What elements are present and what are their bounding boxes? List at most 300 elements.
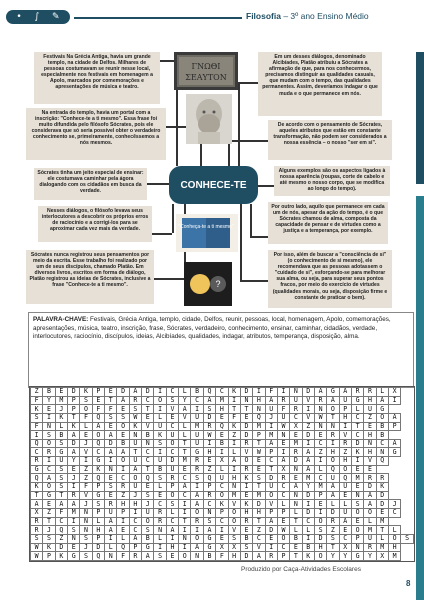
word-search-cell[interactable]: B: [43, 388, 55, 397]
word-search-cell[interactable]: Z: [339, 448, 351, 457]
word-search-cell[interactable]: N: [228, 483, 240, 492]
word-search-cell[interactable]: R: [240, 517, 252, 526]
word-search-cell[interactable]: N: [253, 405, 265, 414]
word-search-cell[interactable]: B: [376, 431, 388, 440]
word-search-cell[interactable]: V: [179, 413, 191, 422]
word-search-cell[interactable]: Q: [253, 413, 265, 422]
word-search-cell[interactable]: C: [277, 483, 289, 492]
word-search-cell[interactable]: L: [154, 483, 166, 492]
word-search-cell[interactable]: N: [68, 534, 80, 543]
word-search-cell[interactable]: G: [55, 448, 67, 457]
word-search-cell[interactable]: A: [265, 396, 277, 405]
word-search-cell[interactable]: G: [327, 388, 339, 397]
word-search-cell[interactable]: S: [117, 413, 129, 422]
word-search-cell[interactable]: C: [179, 474, 191, 483]
word-search-cell[interactable]: R: [351, 388, 363, 397]
word-search-cell[interactable]: S: [314, 526, 326, 535]
word-search-cell[interactable]: C: [388, 508, 400, 517]
word-search-cell[interactable]: S: [203, 405, 215, 414]
word-search-cell[interactable]: J: [80, 543, 92, 552]
word-search-cell[interactable]: N: [179, 534, 191, 543]
word-search-cell[interactable]: U: [105, 508, 117, 517]
word-search-cell[interactable]: A: [179, 483, 191, 492]
word-search-cell[interactable]: S: [166, 396, 178, 405]
word-search-cell[interactable]: C: [166, 517, 178, 526]
word-search-cell[interactable]: C: [277, 543, 289, 552]
word-search-cell[interactable]: I: [43, 457, 55, 466]
word-search-cell[interactable]: L: [351, 405, 363, 414]
word-search-cell[interactable]: L: [388, 526, 400, 535]
word-search-cell[interactable]: M: [55, 396, 67, 405]
word-search-cell[interactable]: I: [43, 413, 55, 422]
word-search-cell[interactable]: P: [92, 534, 104, 543]
word-search-cell[interactable]: U: [277, 413, 289, 422]
word-search-cell[interactable]: M: [228, 491, 240, 500]
word-search-cell[interactable]: N: [290, 465, 302, 474]
word-search-cell[interactable]: N: [129, 431, 141, 440]
word-search-cell[interactable]: C: [351, 413, 363, 422]
word-search-cell[interactable]: C: [253, 534, 265, 543]
word-search-cell[interactable]: P: [277, 552, 289, 561]
word-search-cell[interactable]: I: [179, 500, 191, 509]
word-search-cell[interactable]: P: [129, 543, 141, 552]
word-search-cell[interactable]: E: [265, 534, 277, 543]
word-search-cell[interactable]: H: [339, 457, 351, 466]
word-search-cell[interactable]: S: [240, 543, 252, 552]
word-search-cell[interactable]: A: [129, 388, 141, 397]
word-search-cell[interactable]: M: [302, 474, 314, 483]
word-search-cell[interactable]: I: [388, 396, 400, 405]
word-search-cell[interactable]: T: [142, 405, 154, 414]
word-search-cell[interactable]: R: [166, 474, 178, 483]
word-search-cell[interactable]: A: [142, 552, 154, 561]
word-search-cell[interactable]: E: [277, 517, 289, 526]
word-search-cell[interactable]: E: [154, 491, 166, 500]
word-search-cell[interactable]: E: [253, 457, 265, 466]
word-search-cell[interactable]: D: [203, 413, 215, 422]
word-search-cell[interactable]: L: [55, 422, 67, 431]
word-search-cell[interactable]: U: [191, 431, 203, 440]
word-search-cell[interactable]: O: [351, 508, 363, 517]
word-search-cell[interactable]: H: [327, 448, 339, 457]
word-search-cell[interactable]: K: [228, 388, 240, 397]
word-search-cell[interactable]: L: [339, 500, 351, 509]
word-search-cell[interactable]: Z: [327, 526, 339, 535]
word-search-cell[interactable]: T: [265, 465, 277, 474]
word-search-cell[interactable]: J: [43, 526, 55, 535]
word-search-cell[interactable]: S: [80, 396, 92, 405]
word-search-cell[interactable]: G: [351, 396, 363, 405]
word-search-cell[interactable]: N: [290, 388, 302, 397]
word-search-cell[interactable]: T: [68, 413, 80, 422]
word-search-cell[interactable]: A: [129, 534, 141, 543]
word-search-cell[interactable]: F: [117, 552, 129, 561]
word-search-cell[interactable]: A: [228, 457, 240, 466]
word-search-cell[interactable]: K: [31, 483, 43, 492]
word-search-cell[interactable]: O: [43, 483, 55, 492]
word-search-cell[interactable]: A: [117, 448, 129, 457]
word-search-cell[interactable]: X: [216, 543, 228, 552]
word-search-cell[interactable]: N: [376, 448, 388, 457]
word-search-cell[interactable]: A: [117, 396, 129, 405]
word-search-cell[interactable]: O: [166, 491, 178, 500]
word-search-cell[interactable]: F: [105, 405, 117, 414]
word-search-cell[interactable]: G: [376, 405, 388, 414]
word-search-cell[interactable]: T: [351, 422, 363, 431]
word-search-cell[interactable]: Q: [339, 474, 351, 483]
word-search-cell[interactable]: P: [166, 483, 178, 492]
word-search-cell[interactable]: D: [55, 543, 67, 552]
word-search-cell[interactable]: S: [228, 534, 240, 543]
word-search-cell[interactable]: D: [117, 388, 129, 397]
word-search-cell[interactable]: U: [129, 483, 141, 492]
word-search-cell[interactable]: A: [92, 422, 104, 431]
word-search-cell[interactable]: L: [216, 465, 228, 474]
word-search-cell[interactable]: I: [179, 526, 191, 535]
word-search-cell[interactable]: W: [277, 526, 289, 535]
word-search-cell[interactable]: M: [376, 543, 388, 552]
word-search-cell[interactable]: O: [129, 474, 141, 483]
word-search-cell[interactable]: G: [203, 543, 215, 552]
word-search-cell[interactable]: S: [142, 491, 154, 500]
word-search-cell[interactable]: U: [129, 439, 141, 448]
word-search-cell[interactable]: C: [339, 534, 351, 543]
word-search-cell[interactable]: E: [80, 431, 92, 440]
word-search-cell[interactable]: C: [277, 491, 289, 500]
word-search-cell[interactable]: O: [277, 534, 289, 543]
word-search-cell[interactable]: E: [105, 422, 117, 431]
word-search-cell[interactable]: E: [290, 474, 302, 483]
word-search-cell[interactable]: L: [80, 422, 92, 431]
word-search-cell[interactable]: S: [55, 474, 67, 483]
word-search-cell[interactable]: W: [129, 413, 141, 422]
word-search-cell[interactable]: R: [376, 474, 388, 483]
word-search-cell[interactable]: L: [290, 526, 302, 535]
word-search-cell[interactable]: Z: [302, 422, 314, 431]
word-search-cell[interactable]: H: [364, 448, 376, 457]
word-search-cell[interactable]: P: [216, 508, 228, 517]
word-search-cell[interactable]: D: [105, 439, 117, 448]
word-search-cell[interactable]: R: [191, 457, 203, 466]
word-search-cell[interactable]: J: [388, 500, 400, 509]
word-search-cell[interactable]: D: [240, 552, 252, 561]
word-search-cell[interactable]: Y: [327, 552, 339, 561]
word-search-cell[interactable]: O: [228, 517, 240, 526]
word-search-cell[interactable]: R: [191, 465, 203, 474]
word-search-cell[interactable]: S: [31, 413, 43, 422]
word-search-cell[interactable]: Y: [179, 396, 191, 405]
word-search-cell[interactable]: H: [92, 526, 104, 535]
word-search-cell[interactable]: Y: [43, 396, 55, 405]
word-search-cell[interactable]: Z: [117, 491, 129, 500]
word-search-cell[interactable]: S: [351, 500, 363, 509]
word-search-cell[interactable]: S: [31, 534, 43, 543]
word-search-cell[interactable]: A: [314, 388, 326, 397]
word-search-cell[interactable]: L: [290, 508, 302, 517]
word-search-cell[interactable]: T: [43, 517, 55, 526]
word-search-cell[interactable]: U: [166, 465, 178, 474]
word-search-cell[interactable]: O: [388, 534, 400, 543]
word-search-cell[interactable]: D: [92, 543, 104, 552]
word-search-cell[interactable]: O: [327, 405, 339, 414]
word-search-cell[interactable]: A: [265, 517, 277, 526]
word-search-cell[interactable]: N: [105, 465, 117, 474]
word-search-cell[interactable]: I: [351, 457, 363, 466]
word-search-cell[interactable]: E: [277, 439, 289, 448]
word-search-cell[interactable]: E: [43, 405, 55, 414]
word-search-cell[interactable]: C: [43, 465, 55, 474]
word-search-cell[interactable]: P: [314, 491, 326, 500]
word-search-cell[interactable]: U: [290, 396, 302, 405]
word-search-cell[interactable]: A: [302, 457, 314, 466]
word-search-cell[interactable]: T: [376, 526, 388, 535]
word-search-cell[interactable]: H: [166, 543, 178, 552]
word-search-cell[interactable]: C: [290, 413, 302, 422]
word-search-cell[interactable]: P: [43, 552, 55, 561]
word-search-cell[interactable]: S: [129, 405, 141, 414]
word-search-cell[interactable]: A: [191, 543, 203, 552]
word-search-cell[interactable]: C: [142, 448, 154, 457]
word-search-cell[interactable]: I: [302, 500, 314, 509]
word-search-cell[interactable]: K: [80, 388, 92, 397]
word-search-cell[interactable]: K: [43, 543, 55, 552]
word-search-cell[interactable]: A: [55, 500, 67, 509]
word-search-cell[interactable]: W: [31, 552, 43, 561]
word-search-cell[interactable]: O: [240, 457, 252, 466]
word-search-cell[interactable]: O: [364, 508, 376, 517]
word-search-cell[interactable]: T: [129, 448, 141, 457]
word-search-cell[interactable]: I: [314, 508, 326, 517]
word-search-cell[interactable]: R: [364, 543, 376, 552]
word-search-cell[interactable]: I: [154, 405, 166, 414]
word-search-cell[interactable]: A: [327, 396, 339, 405]
word-search-cell[interactable]: L: [327, 500, 339, 509]
word-search-cell[interactable]: S: [154, 474, 166, 483]
word-search-cell[interactable]: A: [339, 517, 351, 526]
word-search-cell[interactable]: U: [129, 457, 141, 466]
word-search-cell[interactable]: E: [43, 500, 55, 509]
word-search-cell[interactable]: S: [105, 413, 117, 422]
word-search-cell[interactable]: H: [253, 396, 265, 405]
word-search-cell[interactable]: E: [351, 465, 363, 474]
word-search-cell[interactable]: I: [31, 431, 43, 440]
word-search-cell[interactable]: M: [265, 431, 277, 440]
word-search-cell[interactable]: C: [203, 500, 215, 509]
word-search-cell[interactable]: N: [154, 526, 166, 535]
word-search-cell[interactable]: P: [117, 508, 129, 517]
word-search-cell[interactable]: E: [364, 465, 376, 474]
word-search-cell[interactable]: H: [203, 448, 215, 457]
word-search-cell[interactable]: I: [191, 526, 203, 535]
word-search-cell[interactable]: F: [216, 552, 228, 561]
word-search-cell[interactable]: D: [240, 422, 252, 431]
word-search-cell[interactable]: F: [31, 422, 43, 431]
word-search-cell[interactable]: Z: [228, 431, 240, 440]
word-search-cell[interactable]: H: [364, 396, 376, 405]
word-search-cell[interactable]: R: [327, 517, 339, 526]
word-search-cell[interactable]: X: [277, 465, 289, 474]
word-search-cell[interactable]: O: [314, 517, 326, 526]
word-search-cell[interactable]: R: [105, 500, 117, 509]
word-search-cell[interactable]: I: [166, 534, 178, 543]
word-search-cell[interactable]: S: [166, 500, 178, 509]
word-search-cell[interactable]: C: [302, 517, 314, 526]
word-search-cell[interactable]: H: [117, 500, 129, 509]
word-search-cell[interactable]: X: [228, 543, 240, 552]
word-search-cell[interactable]: W: [31, 543, 43, 552]
word-search-cell[interactable]: C: [265, 457, 277, 466]
word-search-cell[interactable]: V: [364, 457, 376, 466]
word-search-cell[interactable]: R: [240, 465, 252, 474]
word-search-cell[interactable]: C: [314, 474, 326, 483]
word-search-cell[interactable]: E: [105, 388, 117, 397]
word-search-cell[interactable]: I: [154, 543, 166, 552]
word-search-cell[interactable]: M: [290, 439, 302, 448]
word-search-cell[interactable]: S: [191, 474, 203, 483]
word-search-cell[interactable]: R: [277, 396, 289, 405]
word-search-cell[interactable]: N: [314, 405, 326, 414]
word-search-cell[interactable]: G: [351, 552, 363, 561]
word-search-cell[interactable]: F: [265, 388, 277, 397]
word-search-cell[interactable]: B: [290, 534, 302, 543]
word-search-cell[interactable]: U: [339, 508, 351, 517]
word-search-cell[interactable]: B: [117, 439, 129, 448]
word-search-cell[interactable]: Z: [364, 413, 376, 422]
word-search-cell[interactable]: S: [154, 552, 166, 561]
word-search-cell[interactable]: C: [92, 448, 104, 457]
word-search-cell[interactable]: S: [43, 431, 55, 440]
word-search-cell[interactable]: E: [216, 534, 228, 543]
word-search-cell[interactable]: V: [240, 448, 252, 457]
word-search-cell[interactable]: V: [80, 491, 92, 500]
word-search-cell[interactable]: Q: [203, 474, 215, 483]
word-search-cell[interactable]: B: [142, 431, 154, 440]
word-search-cell[interactable]: R: [314, 396, 326, 405]
word-search-cell[interactable]: P: [68, 405, 80, 414]
word-search-cell[interactable]: U: [191, 439, 203, 448]
word-search-cell[interactable]: R: [265, 552, 277, 561]
word-search-cell[interactable]: V: [339, 431, 351, 440]
word-search-cell[interactable]: R: [31, 457, 43, 466]
word-search-cell[interactable]: E: [314, 431, 326, 440]
word-search-cell[interactable]: F: [80, 483, 92, 492]
word-search-cell[interactable]: G: [43, 491, 55, 500]
word-search-cell[interactable]: A: [68, 448, 80, 457]
word-search-cell[interactable]: I: [302, 405, 314, 414]
word-search-cell[interactable]: C: [216, 388, 228, 397]
word-search-cell[interactable]: E: [68, 465, 80, 474]
word-search-cell[interactable]: Z: [253, 526, 265, 535]
word-search-cell[interactable]: H: [129, 500, 141, 509]
word-search-cell[interactable]: V: [80, 448, 92, 457]
word-search-cell[interactable]: E: [203, 457, 215, 466]
word-search-cell[interactable]: K: [376, 483, 388, 492]
word-search-cell[interactable]: E: [117, 431, 129, 440]
word-search-cell[interactable]: E: [92, 396, 104, 405]
word-search-cell[interactable]: Y: [302, 483, 314, 492]
word-search-cell[interactable]: P: [265, 448, 277, 457]
word-search-cell[interactable]: K: [240, 474, 252, 483]
word-search-cell[interactable]: A: [31, 500, 43, 509]
word-search-cell[interactable]: E: [253, 465, 265, 474]
word-search-cell[interactable]: M: [376, 517, 388, 526]
word-search-cell[interactable]: A: [388, 439, 400, 448]
word-search-cell[interactable]: C: [142, 457, 154, 466]
word-search-cell[interactable]: C: [166, 448, 178, 457]
word-search-cell[interactable]: E: [240, 413, 252, 422]
word-search-cell[interactable]: T: [228, 405, 240, 414]
word-search-cell[interactable]: S: [253, 474, 265, 483]
word-search-cell[interactable]: I: [154, 448, 166, 457]
word-search-cell[interactable]: M: [314, 483, 326, 492]
word-search-cell[interactable]: G: [142, 543, 154, 552]
word-search-cell[interactable]: Y: [68, 457, 80, 466]
word-search-cell[interactable]: D: [166, 457, 178, 466]
word-search-cell[interactable]: B: [240, 534, 252, 543]
word-search-cell[interactable]: T: [253, 517, 265, 526]
word-search-cell[interactable]: L: [228, 448, 240, 457]
word-search-cell[interactable]: R: [290, 448, 302, 457]
word-search-cell[interactable]: Q: [203, 388, 215, 397]
word-search-cell[interactable]: K: [92, 465, 104, 474]
word-search-cell[interactable]: E: [351, 517, 363, 526]
word-search-cell[interactable]: A: [302, 448, 314, 457]
word-search-cell[interactable]: K: [351, 448, 363, 457]
word-search-cell[interactable]: E: [142, 413, 154, 422]
word-search-cell[interactable]: N: [80, 526, 92, 535]
word-search-cell[interactable]: C: [166, 422, 178, 431]
word-search-cell[interactable]: O: [265, 491, 277, 500]
word-search-cell[interactable]: W: [253, 448, 265, 457]
word-search-cell[interactable]: U: [191, 413, 203, 422]
word-search-cell[interactable]: U: [142, 508, 154, 517]
word-search-cell[interactable]: D: [302, 431, 314, 440]
word-search-cell[interactable]: V: [302, 396, 314, 405]
word-search-cell[interactable]: T: [142, 465, 154, 474]
word-search-cell[interactable]: Q: [92, 439, 104, 448]
word-search-cell[interactable]: Q: [117, 543, 129, 552]
word-search-cell[interactable]: L: [277, 500, 289, 509]
word-search-cell[interactable]: Y: [364, 552, 376, 561]
word-search-cell[interactable]: K: [129, 422, 141, 431]
word-search-cell[interactable]: T: [327, 543, 339, 552]
word-search-cell[interactable]: V: [265, 500, 277, 509]
word-search-cell[interactable]: Z: [203, 465, 215, 474]
word-search-cell[interactable]: E: [55, 388, 67, 397]
word-search-cell[interactable]: S: [80, 552, 92, 561]
word-search-cell[interactable]: S: [92, 500, 104, 509]
word-search-cell[interactable]: O: [80, 405, 92, 414]
word-search-cell[interactable]: L: [376, 534, 388, 543]
word-search-cell[interactable]: T: [253, 439, 265, 448]
word-search-cell[interactable]: S: [142, 526, 154, 535]
word-search-cell[interactable]: M: [253, 422, 265, 431]
word-search-cell[interactable]: M: [351, 474, 363, 483]
word-search-cell[interactable]: I: [105, 534, 117, 543]
word-search-cell[interactable]: H: [240, 508, 252, 517]
word-search-cell[interactable]: O: [92, 431, 104, 440]
word-search-cell[interactable]: N: [80, 508, 92, 517]
word-search-cell[interactable]: G: [92, 457, 104, 466]
word-search-cell[interactable]: D: [351, 439, 363, 448]
word-search-cell[interactable]: D: [240, 431, 252, 440]
word-search-cell[interactable]: D: [265, 474, 277, 483]
word-search-cell[interactable]: J: [55, 405, 67, 414]
word-search-cell[interactable]: S: [401, 534, 414, 543]
word-search-cell[interactable]: Q: [55, 526, 67, 535]
word-search-cell[interactable]: U: [364, 405, 376, 414]
word-search-cell[interactable]: Q: [376, 457, 388, 466]
